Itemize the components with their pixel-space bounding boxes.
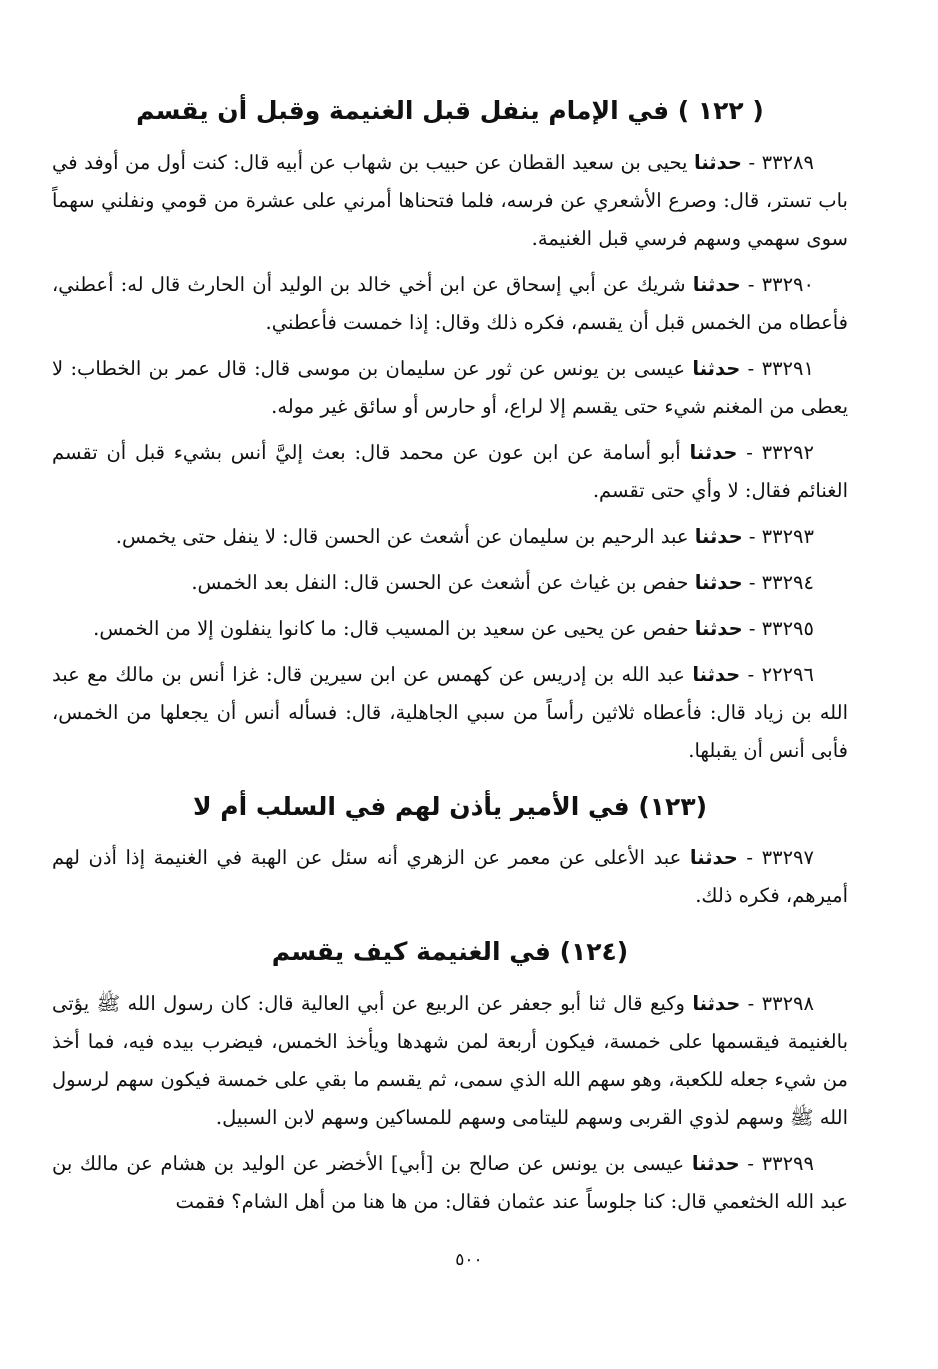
hadith-33298: ٣٣٢٩٨ - حدثنا وكيع قال ثنا أبو جعفر عن الربيع عن أبي العالية قال: كان رسول الله ﷺ يؤتى بالغنيمة فيقسمها على خمسة، فيكون أربعة لمن شهدها ويأخذ الخمس، فيضرب بيده فيه، فما أخذ من شيء جعله للكعبة، وهو سهم الله الذي سمى، ثم يقسم ما بقي على خمسة فيكون سهم لرسول الله ﷺ وسهم لذوي القربى وسهم لليتامى وسهم للمساكين وسهم لابن السبيل. [52, 991, 848, 1129]
hadith-text: عبد الله بن إدريس عن كهمس عن ابن سيرين قال: غزا أنس بن مالك مع عبد الله بن زياد قال: فأعطاه ثلاثين رأساً من سبي الجاهلية، قال: فسأله أنس أن يجعلها من الخمس، فأبى أنس أن يقبلها. [52, 662, 848, 762]
hadith-33296: ٢٢٢٩٦ - حدثنا عبد الله بن إدريس عن كهمس عن ابن سيرين قال: غزا أنس بن مالك مع عبد الله بن زياد قال: فأعطاه ثلاثين رأساً من سبي الجاهلية، قال: فسأله أنس أن يجعلها من الخمس، فأبى أنس أن يقبلها. [52, 662, 848, 762]
hadith-33294: ٣٣٢٩٤ - حدثنا حفص بن غياث عن أشعث عن الحسن قال: النفل بعد الخمس. [191, 570, 814, 594]
hadith-lead: حدثنا [694, 616, 743, 640]
hadith-text: يحيى بن سعيد القطان عن حبيب بن شهاب عن أبيه قال: كنت أول من أوفد في باب تستر، قال: وصرع الأشعري عن فرسه، فلما فتحناها أمرني على عشرة من قومي ونفلني سهماً سوى سهمي وسهم فرسي قبل الغنيمة. [52, 150, 848, 250]
hadith-text: عبد الأعلى عن معمر عن الزهري أنه سئل عن الهبة في الغنيمة إذا أذن لهم أميرهم، فكره ذلك. [52, 846, 848, 907]
hadith-number: ٢٢٢٩٦ [761, 662, 814, 686]
hadith-lead: حدثنا [689, 846, 738, 869]
hadith-33297: ٣٣٢٩٧ - حدثنا عبد الأعلى عن معمر عن الزهري أنه سئل عن الهبة في الغنيمة إذا أذن لهم أميرهم، فكره ذلك. [52, 846, 848, 907]
hadith-number: ٣٣٢٩٨ [761, 991, 814, 1015]
hadith-text: أبو أسامة عن ابن عون عن محمد قال: بعث إليَّ أنس بشيء قبل أن تقسم الغنائم فقال: لا وأي حتى تقسم. [52, 440, 848, 502]
section-heading: (١٢٤) في الغنيمة كيف يقسم [271, 937, 629, 966]
hadith-number: ٣٣٢٩١ [761, 356, 814, 380]
hadith-lead: حدثنا [692, 662, 741, 686]
hadith-lead: حدثنا [689, 440, 738, 464]
hadith-text: حفص عن يحيى عن سعيد بن المسيب قال: ما كانوا ينفلون إلا من الخمس. [93, 616, 689, 640]
hadith-lead: حدثنا [692, 356, 741, 380]
section-123 [52, 788, 848, 916]
hadith-33295: ٣٣٢٩٥ - حدثنا حفص عن يحيى عن سعيد بن المسيب قال: ما كانوا ينفلون إلا من الخمس. [93, 616, 814, 640]
hadith-33299: ٣٣٢٩٩ - حدثنا عيسى بن يونس عن صالح بن [أبي] الأخضر عن الوليد بن هشام عن مالك بن عبد الله الخثعمي قال: كنا جلوساً عند عثمان فقال: من ها هنا من أهل الشام؟ فقمت [52, 1151, 848, 1213]
hadith-text: حفص بن غياث عن أشعث عن الحسن قال: النفل بعد الخمس. [191, 570, 689, 594]
hadith-33293: ٣٣٢٩٣ - حدثنا عبد الرحيم بن سليمان عن أشعث عن الحسن قال: لا ينفل حتى يخمس. [115, 524, 814, 548]
hadith-number: ٣٣٢٩٩ [761, 1151, 814, 1175]
section-124 [52, 933, 848, 1221]
page-number: ٥٠٠ [455, 1250, 483, 1270]
hadith-number: ٣٣٢٩٧ [761, 846, 814, 869]
section-heading: (١٢٣) في الأمير يأذن لهم في السلب أم لا [192, 791, 708, 821]
hadith-number: ٣٣٢٩٣ [761, 524, 814, 548]
section-122 [52, 92, 848, 770]
hadith-lead: حدثنا [692, 991, 741, 1015]
hadith-text: وكيع قال ثنا أبو جعفر عن الربيع عن أبي العالية قال: كان رسول الله ﷺ يؤتى بالغنيمة فيقسمها على خمسة، فيكون أربعة لمن شهدها ويأخذ الخمس، فيضرب بيده فيه، فما أخذ من شيء جعله للكعبة، وهو سهم الله الذي سمى، ثم يقسم ما بقي على خمسة فيكون سهم لرسول الله ﷺ وسهم لذوي القربى وسهم لليتامى وسهم للمساكين وسهم لابن السبيل. [52, 991, 848, 1129]
hadith-33290: ٣٣٢٩٠ - حدثنا شريك عن أبي إسحاق عن ابن أخي خالد بن الوليد أن الحارث قال له: أعطني، فأعطاه من الخمس قبل أن يقسم، فكره ذلك وقال: إذا خمست فأعطني. [52, 272, 848, 334]
hadith-text: عيسى بن يونس عن ثور عن سليمان بن موسى قال: قال عمر بن الخطاب: لا يعطى من المغنم شيء حتى يقسم إلا لراع، أو حارس أو سائق غير موله. [52, 356, 848, 418]
hadith-33289: ٣٣٢٨٩ - حدثنا يحيى بن سعيد القطان عن حبيب بن شهاب عن أبيه قال: كنت أول من أوفد في باب تستر، قال: وصرع الأشعري عن فرسه، فلما فتحناها أمرني على عشرة من قومي ونفلني سهماً سوى سهمي وسهم فرسي قبل الغنيمة. [52, 150, 848, 250]
hadith-lead: حدثنا [692, 272, 741, 296]
hadith-text: شريك عن أبي إسحاق عن ابن أخي خالد بن الوليد أن الحارث قال له: أعطني، فأعطاه من الخمس قبل أن يقسم، فكره ذلك وقال: إذا خمست فأعطني. [52, 272, 848, 334]
hadith-lead: حدثنا [694, 524, 743, 548]
hadith-lead: حدثنا [694, 570, 743, 594]
hadith-33291: ٣٣٢٩١ - حدثنا عيسى بن يونس عن ثور عن سليمان بن موسى قال: قال عمر بن الخطاب: لا يعطى من المغنم شيء حتى يقسم إلا لراع، أو حارس أو سائق غير موله. [52, 356, 848, 418]
hadith-text: عبد الرحيم بن سليمان عن أشعث عن الحسن قال: لا ينفل حتى يخمس. [115, 524, 689, 548]
hadith-lead: حدثنا [694, 150, 742, 174]
hadith-number: ٣٣٢٩٢ [761, 440, 814, 464]
hadith-number: ٣٣٢٩٤ [761, 570, 814, 594]
section-heading: ( ١٢٢ ) في الإمام ينفل قبل الغنيمة وقبل أن يقسم [136, 96, 764, 125]
hadith-number: ٣٣٢٨٩ [761, 150, 814, 174]
hadith-33292: ٣٣٢٩٢ - حدثنا أبو أسامة عن ابن عون عن محمد قال: بعث إليَّ أنس بشيء قبل أن تقسم الغنائم فقال: لا وأي حتى تقسم. [52, 440, 848, 502]
hadith-text: عيسى بن يونس عن صالح بن [أبي] الأخضر عن الوليد بن هشام عن مالك بن عبد الله الخثعمي قال: كنا جلوساً عند عثمان فقال: من ها هنا من أهل الشام؟ فقمت [52, 1151, 848, 1213]
hadith-number: ٣٣٢٩٥ [761, 616, 814, 640]
hadith-number: ٣٣٢٩٠ [761, 272, 814, 296]
hadith-lead: حدثنا [691, 1151, 740, 1175]
